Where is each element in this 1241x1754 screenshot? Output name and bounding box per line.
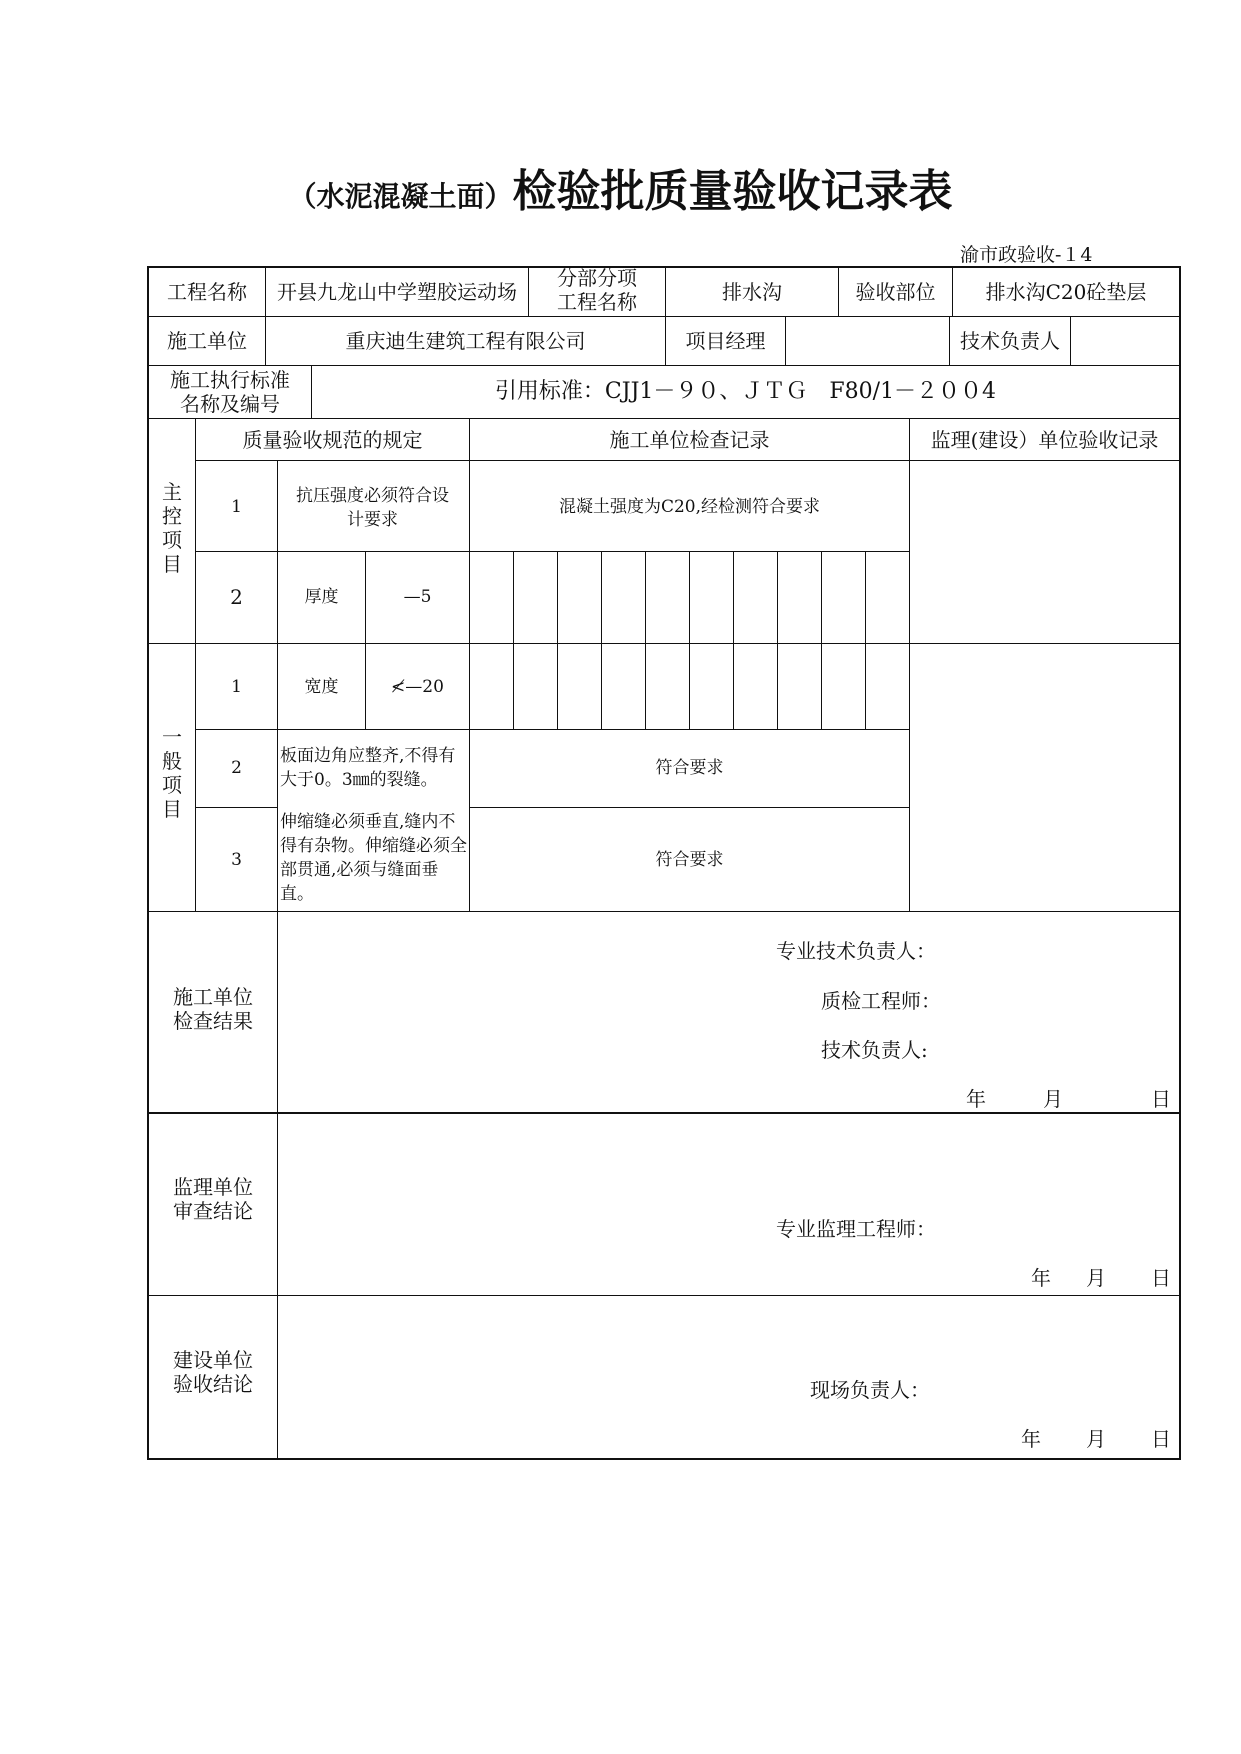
standard-label-1: 施工执行标准 <box>170 368 290 392</box>
title-prefix: （水泥混凝土面） <box>288 180 513 213</box>
main-item-2-tolerance: —5 <box>403 587 432 607</box>
inspect-part-label: 验收部位 <box>855 280 936 304</box>
supervisor-date-day: 日 <box>1151 1266 1171 1290</box>
subproject-label-1: 分部分项 <box>557 266 637 290</box>
owner-sign: 现场负责人： <box>810 1378 930 1402</box>
contractor-sign-tech: 专业技术负责人： <box>776 939 936 963</box>
contractor-date-day: 日 <box>1151 1087 1171 1111</box>
main-item-2-no: 2 <box>230 585 243 609</box>
general-item-1-spec: 宽度 <box>304 677 339 697</box>
contractor-record-header: 施工单位检查记录 <box>609 428 770 452</box>
contractor-value: 重庆迪生建筑工程有限公司 <box>345 329 586 353</box>
standard-label-2: 名称及编号 <box>180 392 280 416</box>
general-item-1-tolerance: ≮—20 <box>391 677 444 697</box>
contractor-date-month: 月 <box>1043 1087 1063 1111</box>
supervisor-date-year: 年 <box>1031 1266 1051 1290</box>
owner-result-label: 建设单位验收结论 <box>173 1348 253 1396</box>
contractor-sign-qc: 质检工程师： <box>821 989 941 1013</box>
owner-date-month: 月 <box>1086 1427 1106 1451</box>
main-item-1-spec: 抗压强度必须符合设计要求 <box>296 486 449 530</box>
title-main: 检验批质量验收记录表 <box>512 166 953 217</box>
main-items-label: 主控项目 <box>162 480 182 576</box>
inspect-part-value: 排水沟C20砼垫层 <box>985 280 1147 304</box>
general-item-2-no: 2 <box>231 758 242 778</box>
supervisor-record-header: 监理(建设）单位验收记录 <box>930 428 1159 452</box>
general-item-2-spec: 板面边角应整齐,不得有大于0。3㎜的裂缝。 <box>280 746 456 790</box>
contractor-date-year: 年 <box>966 1087 986 1111</box>
standard-value: 引用标准：CJJ1－９０、ＪＴＧ F80/1－２００4 <box>494 379 997 404</box>
owner-date-day: 日 <box>1151 1427 1171 1451</box>
supervisor-result-label: 监理单位审查结论 <box>173 1175 253 1223</box>
supervisor-date-month: 月 <box>1086 1266 1106 1290</box>
pm-label: 项目经理 <box>685 329 766 353</box>
main-item-2-spec: 厚度 <box>304 587 339 607</box>
contractor-result-label: 施工单位检查结果 <box>173 985 253 1033</box>
main-item-1-no: 1 <box>231 497 242 517</box>
subproject-label-2: 工程名称 <box>557 290 637 314</box>
tech-lead-label: 技术负责人 <box>960 329 1060 353</box>
contractor-sign-lead: 技术负责人: <box>821 1038 928 1062</box>
main-item-1-record: 混凝土强度为C20,经检测符合要求 <box>558 497 821 517</box>
page-title <box>0 155 1241 219</box>
project-name-value: 开县九龙山中学塑胶运动场 <box>277 280 517 304</box>
spec-column-header: 质量验收规范的规定 <box>242 428 423 452</box>
form-code: 渝市政验收-１4 <box>960 244 1093 266</box>
subproject-value: 排水沟 <box>722 280 782 304</box>
general-item-3-spec: 伸缩缝必须垂直,缝内不得有杂物。伸缩缝必须全部贯通,必须与缝面垂直。 <box>280 812 467 904</box>
general-items-label: 一般项目 <box>162 725 182 821</box>
contractor-label: 施工单位 <box>167 329 247 353</box>
supervisor-sign: 专业监理工程师： <box>776 1217 936 1241</box>
project-name-label: 工程名称 <box>167 280 247 304</box>
owner-date-year: 年 <box>1021 1427 1041 1451</box>
general-item-3-no: 3 <box>231 850 242 870</box>
general-item-1-no: 1 <box>231 677 242 697</box>
general-item-2-record: 符合要求 <box>655 758 724 778</box>
general-item-3-record: 符合要求 <box>655 850 724 870</box>
